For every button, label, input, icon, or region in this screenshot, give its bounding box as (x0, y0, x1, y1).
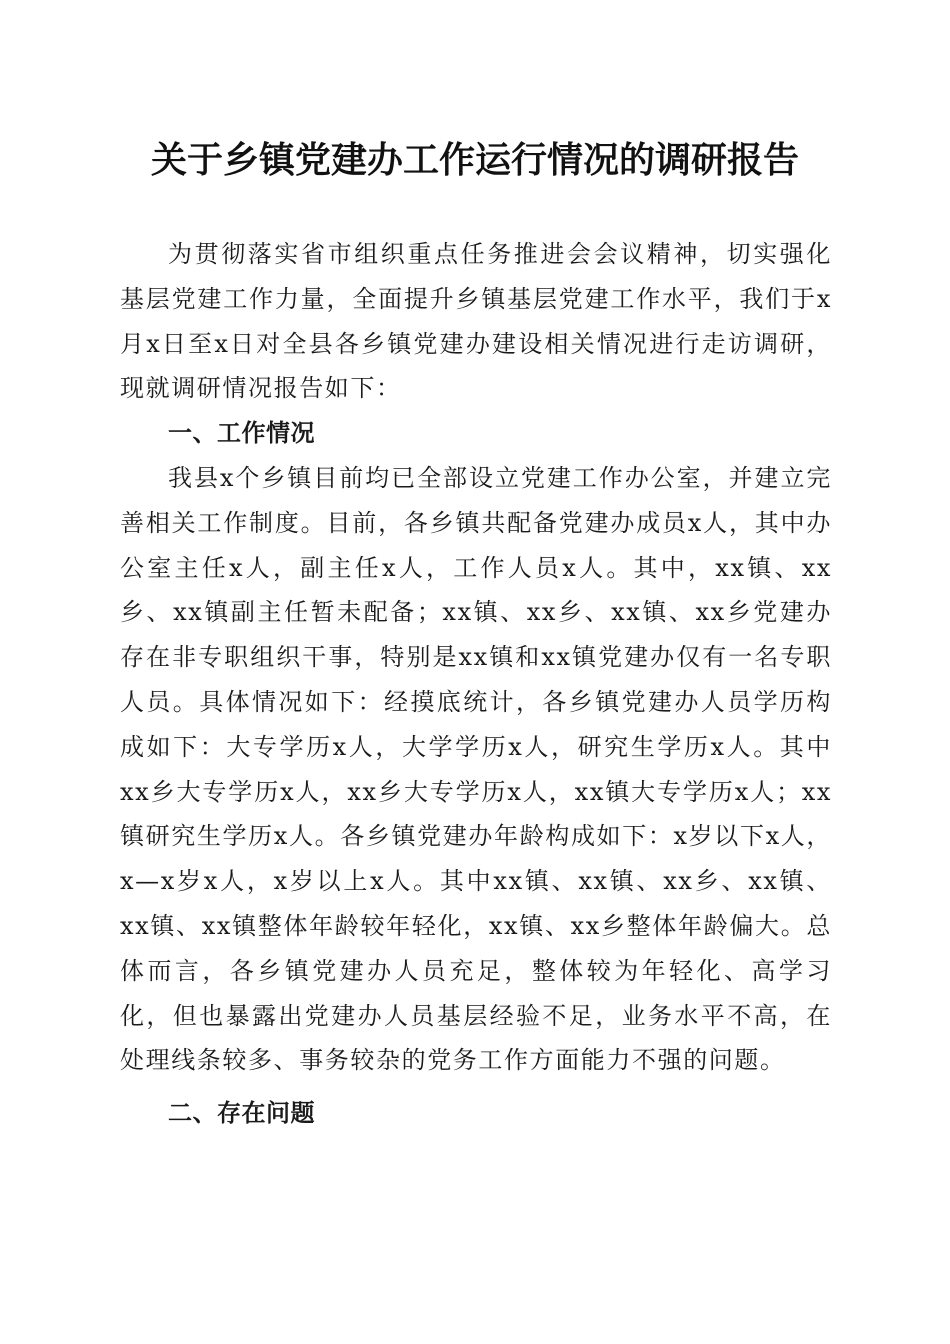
section-heading-work-status: 一、工作情况 (168, 419, 315, 448)
work-status-paragraph: 我县x个乡镇目前均已全部设立党建工作办公室，并建立完善相关工作制度。目前，各乡镇共配备党建办成员x人，其中办公室主任x人，副主任x人，工作人员x人。其中，xx镇、xx乡、xx镇副主任暂未配备；xx镇、xx乡、xx镇、xx乡党建办存在非专职组织干事，特别是xx镇和xx镇党建办仅有一名专职人员。具体情况如下：经摸底统计，各乡镇党建办人员学历构成如下：大专学历x人，大学学历x人，研究生学历x人。其中xx乡大专学历x人，xx乡大专学历x人，xx镇大专学历x人；xx镇研究生学历x人。各乡镇党建办年龄构成如下：x岁以下x人，x—x岁x人，x岁以上x人。其中xx镇、xx镇、xx乡、xx镇、xx镇、xx镇整体年龄较年轻化，xx镇、xx乡整体年龄偏大。总体而言，各乡镇党建办人员充足，整体较为年轻化、高学习化，但也暴露出党建办人员基层经验不足，业务水平不高，在处理线条较多、事务较杂的党务工作方面能力不强的问题。 (120, 463, 832, 1075)
intro-paragraph: 为贯彻落实省市组织重点任务推进会会议精神，切实强化基层党建工作力量，全面提升乡镇基层党建工作水平，我们于x月x日至x日对全县各乡镇党建办建设相关情况进行走访调研，现就调研情况报告如下： (120, 240, 832, 403)
document-title: 关于乡镇党建办工作运行情况的调研报告 (150, 139, 799, 181)
section-heading-problems: 二、存在问题 (168, 1099, 315, 1128)
document-body (120, 232, 832, 1136)
